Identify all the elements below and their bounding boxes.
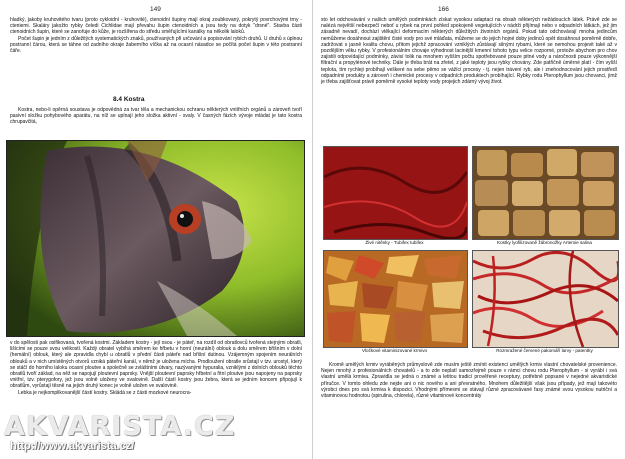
cubes-photo — [472, 146, 619, 240]
skeleton-paragraph: v do spělosti pak osifikovaná, tvořená kostmi. Základem kostry - její osou - je páteř, na rozdíl od obratlovců tvořená stejnými obratli, lišícími se pouze svou velikostí. Každý obratel vybíhá směrem ke hřbetu v horní (neurální) oblouk a dolu směrem břišním v dolní (hemální) oblouk, který ale zpravidla chybí u obratlů v přední části páteře nad břišní dutinou. Vzájemným spojením neurálních oblouků a v nich umístěných otvorů vzniká páteřní kanál, v němž je uložena mícha. Prodloužení obratle srůstají v tzv. urostyl, který se stáčí do horního laloku ocasní ploutve a společně se zvláštními útvary, nazývanými hypuralia, vzniklými z dolních oblouků těchto obratlů tvoří základ, na něž se napojují ploutevní paprsky. Vnější ploutevní paprsky hřbetní a řitní ploutve jsou napojeny na paprsky vnitřní, tzv. pterygofory, jež jsou volně uloženy ve svalovině. Další částí kostry jsou žebra, která se jedním koncem připojují k obratlům, vyrůstají těsně na jejich druhý konec je volně uložen ve svalovině. Lebka je nejkomplikovanější částí kostry. Skládá se z části mozkové neurocra- — [10, 340, 302, 396]
watermark — [4, 411, 234, 457]
page-number: 149 — [150, 6, 161, 13]
photo-caption: Kostky lyofilizovaně žábronožky Artemie salina — [497, 240, 592, 245]
tubifex-illustration — [324, 147, 467, 239]
right-page — [313, 0, 625, 459]
page-number: 166 — [438, 6, 449, 13]
watermark-brand: AKVARISTA.CZ — [4, 411, 236, 442]
photo-caption: Rozmražené červené pakomáří larvy - patentky — [496, 348, 593, 353]
photo-caption: Vločkové vitaminizované krmivo — [361, 348, 428, 353]
angelfish-photo — [6, 140, 305, 337]
top-paragraph: sto let odchovávání v našich umělých podmínkách získat vysokou adaptaci na obsah některých nežádoucích látek. Právě zde se nalézá největší nebezpečí neboť u rybek na první pohled spokojeně vegetujících v nádrži přijímají nebo v odpadních látkách, jež jim zásadně nevadí, dochází vtěkající deformacím některých důležitých životních orgánů. Pokud tato odchovávají mnoha jedincům nemůžeme dosáhnout zajištění čisté vody pro své mláďata, můžeme se do jejich hojné doby jedinců opět dosáhnout poměrně dobře, zadržovat s jasně kvalitu chovu, přitom jejichž zpracování vzniklých zůstávají silnými rybami, které se nemohou projevit také až v pozdějším věku rybky. V profesionálním chovaje výhodnost lacinější kmenní tohoto typu velice rozporné, protože abychom pro chov zajistili odpovídající podmínky, závisí tolik na mnohem vyšším počtu spotřebované pouze pitné vody a náročnosti pouze výkonnější filtrační a propylénové techniky. Dále je třeba brát na zřetel, z jaké teploty jsou rybky chovány. Zde patřičně úměrné platí - čím vyšší teplota, tím rychleji probíhají veškeré na sebe pěmo se vážící procesy - tj. nejen trávení ryb, ale i znehodnocování jejich prostředí odpadními produkty a zároveň i chemické procesy v odpadních produktech probíhající. Rybky rodu Pterophyllum jsou chovanci, jimž je třeba zajišťovat právě poměrně vysoké teploty vody projejich zdárný vývoj život. — [321, 17, 617, 86]
intro-paragraph: hladký, jakoby kruhovitého tvaru (proto cykloidní - kruhovité), ctenoidní šupiny mají okraj zoubkovaný, pokrytý povrchovými trny - cteniemi. Skaláry jakožto rybky čeledi Cichlidae mají převahu šupin ctenoidních a jsou tedy na dotyk "drsné". Stavba části ctenoidních šupin, které se zanořuje do kůže, je rozšířena do středu směřujícími kanálky na několik laloků. Počet šupin je jedním z důležitých systematických znaků, používaných při určování a popisování rybích druhů. U druhů s úplnou postranní čárou, která se táhne od zadního okraje žaberního víčka až na ocasní násadce se počítá počet šupin v této postranní čáře. — [10, 17, 302, 55]
watermark-url: http://www.akvarista.cz/ — [10, 440, 135, 452]
flake-food-illustration — [324, 251, 467, 347]
bottom-paragraph: Kromě umělých krmiv vyráběných průmyslově zde musím ještě zmínit existenci umělých krmiv vlastní chovatelské provenience. Nejen mnohý z profesionálních chovatelů - a to zde neplatí samozřejmě pouze v rámci chovu rodu Pterophyllum - si vyrábí i svá vlastní umělá krmiva. Zpravidla se jedná o známé a letitou tradicí prověřené receptury, potřebně popsané v nejedné akvaristické příručce. V tomto ohledu zde nejde ani o nic nového a ani převratného. Mnohem důležitější však jsou případy, jež mají takovéto výrobci dnes pro svá krmiva k dispozici. Vhodnými přímesmi se stávají různé zpracovávané fasy známé svou vysokou nutriční a vitaminovou hodnotou (spirulina, chlorela), různé vitaminové koncentráty — [321, 362, 617, 400]
section-heading: 8.4 Kostra — [113, 96, 145, 103]
section-paragraph: Kostra, nebo-li opěrná soustava je odpovědná za tvar těla a mechanickou ochranu některých vnitřních orgánů a zároveň tvoří pasivní složku pohybového aparátu, na níž se upínají jeho složka aktivní - svaly. V časných fázích vývoje mládat je tato kostra chrupavčitá, — [10, 107, 302, 126]
angelfish-illustration — [7, 141, 304, 336]
tubifex-photo — [323, 146, 468, 240]
freeze-dried-cubes-illustration — [473, 147, 618, 239]
bloodworm-illustration — [473, 251, 618, 347]
flakes-photo — [323, 250, 468, 348]
photo-caption: Živé nitěnky - Tubifex tubifex — [365, 240, 424, 245]
larvae-photo — [472, 250, 619, 348]
left-page — [0, 0, 312, 459]
